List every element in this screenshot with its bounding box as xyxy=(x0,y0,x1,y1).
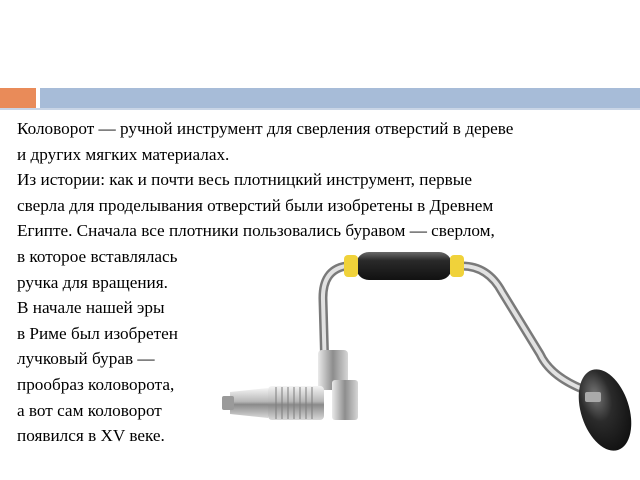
text-line: прообраз коловорота, xyxy=(17,374,175,394)
text-line: В начале нашей эры xyxy=(17,298,165,318)
header-accent-band xyxy=(0,88,36,108)
brace-drill-image xyxy=(205,236,640,480)
text-line: и других мягких материалах. xyxy=(17,144,230,164)
text-line: Из истории: как и почти весь плотницкий инструмент, первые xyxy=(17,170,472,190)
text-line: появился в XV веке. xyxy=(17,426,165,446)
text-line: Египте. Сначала все плотники пользовались буравом — сверлом, xyxy=(17,221,495,241)
text-line: сверла для проделывания отверстий были изобретены в Древнем xyxy=(17,195,494,215)
head-knob xyxy=(569,363,640,458)
text-line: в которое вставлялась xyxy=(17,246,178,266)
text-line: а вот сам коловорот xyxy=(17,400,162,420)
brace-frame xyxy=(323,266,596,394)
text-line: Коловорот — ручной инструмент для сверления отверстий в дереве xyxy=(17,119,514,138)
grip-handle xyxy=(344,252,464,280)
chuck-assembly xyxy=(222,350,358,420)
text-line: ручка для вращения. xyxy=(17,272,168,292)
text-line: в Риме был изобретен xyxy=(17,323,178,343)
text-line: лучковый бурав — xyxy=(17,349,155,369)
header-band xyxy=(40,88,640,108)
header-underline xyxy=(0,108,640,110)
